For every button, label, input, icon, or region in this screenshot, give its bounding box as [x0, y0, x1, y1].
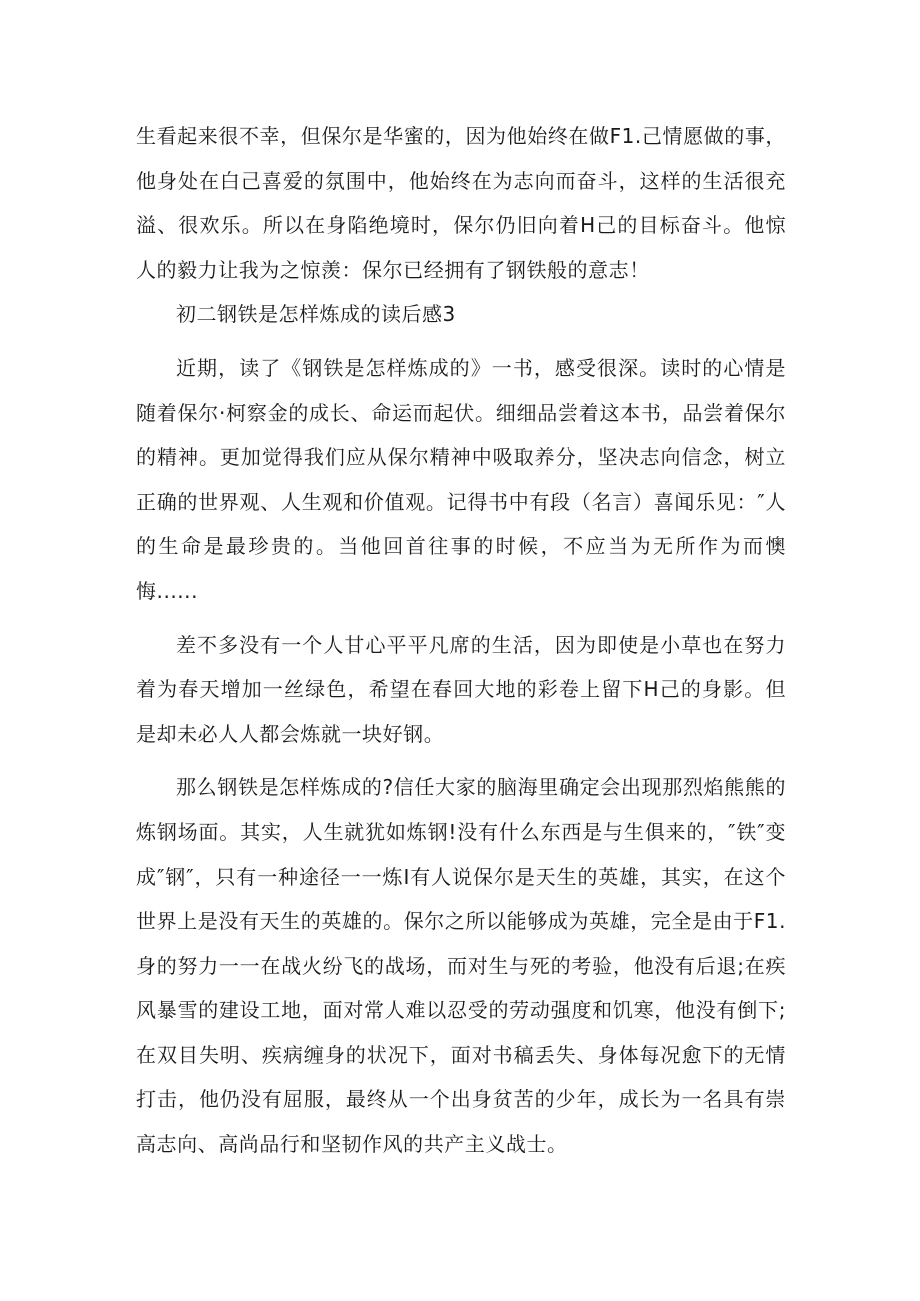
document-body — [136, 114, 786, 1167]
section-heading: 初二钢铁是怎样炼成的读后感3 — [176, 302, 456, 327]
paragraph-continued: 生看起来很不幸，但保尔是华蜜的，因为他始终在做F1.己情愿做的事，他身处在白己喜爱的氛围中，他始终在为志向而奋斗，这样的生活很充溢、很欢乐。所以在身陷绝境时，保尔仍旧向着H己的目标奋斗。他惊人的毅力让我为之惊羡：保尔已经拥有了钢铁般的意志！ — [136, 124, 786, 282]
paragraph-steel: 那么钢铁是怎样炼成的?信任大家的脑海里确定会出现那烈焰熊熊的炼钢场面。其实，人生就犹如炼钢!没有什么东西是与生俱来的，″铁″变成″钢″，只有一种途径一一炼I有人说保尔是天生的英雄，其实，在这个世界上是没有天生的英雄的。保尔之所以能够成为英雄，完全是由于F1.身的努力一一在战火纷飞的战场，而对生与死的考验，他没有后退;在疾风暴雪的建设工地，面对常人难以忍受的劳动强度和饥寒，他没有倒下;在双目失明、疾病缠身的状况下，面对书稿丢失、身体每况愈下的无情打击，他仍没有屈服，最终从一个出身贫苦的少年，成长为一名具有崇高志向、高尚品行和坚韧作风的共产主义战士。 — [136, 775, 786, 1157]
paragraph-grass: 差不多没有一个人甘心平平凡席的生活，因为即使是小草也在努力着为春天增加一丝绿色，希望在春回大地的彩卷上留下H己的身影。但是却未必人人都会炼就一块好钢。 — [136, 632, 786, 746]
paragraph-intro: 近期，读了《钢铁是怎样炼成的》一书，感受很深。读时的心情是随着保尔·柯察金的成长、命运而起伏。细细品尝着这本书，品尝着保尔的精神。更加觉得我们应从保尔精神中吸取养分，坚决志向信念，树立正确的世界观、人生观和价值观。记得书中有段（名言）喜闻乐见：″人的生命是最珍贵的。当他回首往事的时候，不应当为无所作为而懊悔...... — [136, 355, 786, 603]
